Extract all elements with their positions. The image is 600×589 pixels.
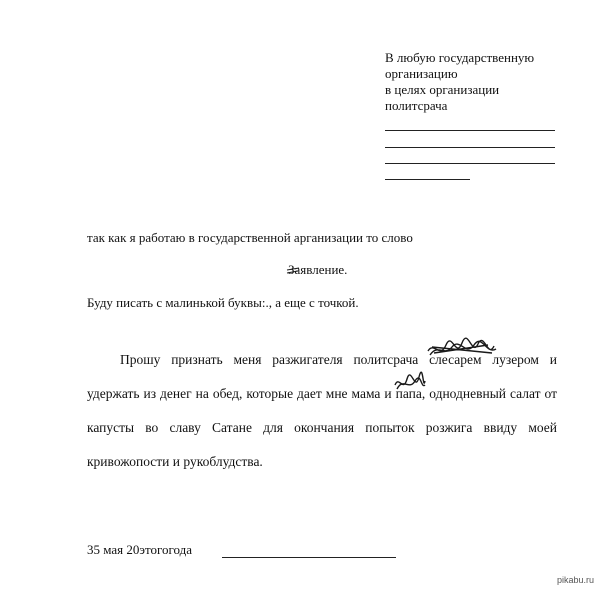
blank-line [385, 147, 555, 148]
struck-word-text: папа [395, 386, 422, 401]
addressee-line: В любую государственную [385, 50, 535, 65]
struck-word [396, 377, 422, 411]
document-title: Заявление. [288, 262, 348, 277]
watermark: pikabu.ru [556, 575, 594, 585]
body-text: Прошу признать меня разжигателя политсрача [120, 352, 419, 367]
struck-word [429, 343, 482, 377]
addressee-line: организацию [385, 66, 458, 81]
signature-line [222, 557, 396, 558]
body-paragraph [87, 343, 557, 479]
body-text: , однодневный салат от капусты во славу Сатане для окончания попыток розжига ввиду моей кривожопости и рукоблудства. [87, 386, 558, 469]
note-line: Буду писать с малинькой буквы:., а еще с точкой. [87, 295, 359, 310]
body-text: лузером и удержать из денег на обед, которые дает мне мама и [87, 352, 558, 401]
addressee-line: в целях организации [385, 82, 500, 97]
document-date: 35 мая 20этогогода [87, 542, 193, 557]
blank-line [385, 130, 555, 131]
addressee-block [385, 50, 534, 114]
blank-line [385, 163, 555, 164]
addressee-line: политсрача [385, 98, 448, 113]
intro-line: так как я работаю в государственной арганизации то слово [87, 230, 413, 245]
struck-word-text: слесарем [429, 352, 482, 367]
scribble-mark [286, 266, 300, 276]
blank-line [385, 179, 470, 180]
